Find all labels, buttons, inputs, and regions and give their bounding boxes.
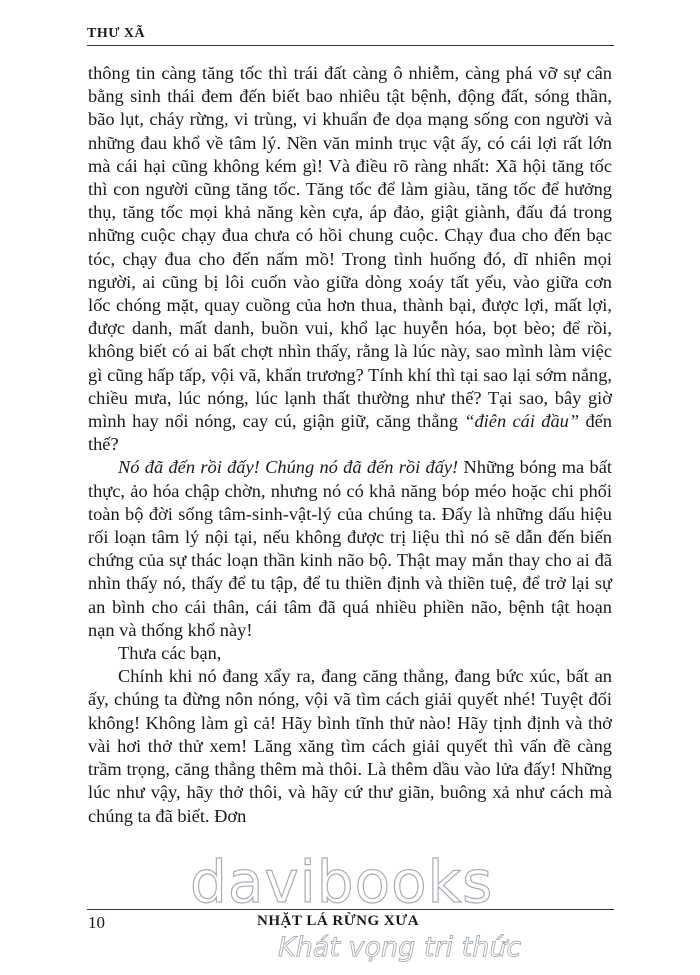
body-text (88, 62, 612, 828)
book-title: NHẶT LÁ RỪNG XƯA (257, 913, 420, 929)
running-header: THƯ XÃ (87, 26, 146, 41)
watermark-slogan: Khát vọng tri thức (278, 932, 522, 963)
text-segment: Thưa các bạn, (118, 643, 222, 664)
header-divider (87, 45, 614, 46)
page-number: 10 (88, 913, 105, 932)
text-segment: Những bóng ma bất thực, ảo hóa chập chờn, nhưng nó có khả năng bóp méo hoặc chi phối toàn bộ đời sống tâm-sinh-vật-lý của chúng ta. Đấy là những dấu hiệu rối loạn tâm lý nội tại, nếu không được trị liệu thì nó sẽ dẫn đến biến chứng của sự thác loạn thần kinh não bộ. Thật may mắn thay cho ai đã nhìn thấy nó, thấy để tu tập, để tu thiền định và thiền tuệ, để trở lại sự an bình cho cái thân, cái tâm đã quá nhiều phiền não, bệnh tật hoạn nạn và thống khổ này! (88, 457, 612, 640)
text-segment: đến thế? (88, 411, 613, 455)
italic-text-segment: “điên cái đầu” (464, 411, 580, 432)
paragraph (88, 642, 612, 665)
paragraph (88, 456, 612, 642)
watermark-brand: davibooks (190, 848, 494, 916)
italic-text-segment: Nó đã đến rồi đấy! Chúng nó đã đến rồi đấy! (118, 457, 459, 478)
text-segment: thông tin càng tăng tốc thì trái đất càng ô nhiễm, càng phá vỡ sự cân bằng sinh thái đem đến biết bao nhiêu tật bệnh, động đất, sóng thần, bão lụt, cháy rừng, vi trùng, vi khuẩn đe dọa mạng sống con người và những đau khổ về tâm lý. Nền văn minh trục vật ấy, có cái lợi rất lớn mà cái hại cũng không kém gì! Và điều rõ ràng nhất: Xã hội tăng tốc thì con người cũng tăng tốc. Tăng tốc để làm giàu, tăng tốc để hưởng thụ, tăng tốc mọi khả năng kèn cựa, áp đảo, giật giành, đấu đá trong những cuộc chạy đua chưa có hồi chung cuộc. Chạy đua cho đến bạc tóc, chạy đua cho đến nấm mồ! Trong tình huống đó, dĩ nhiên mọi người, ai cũng bị lôi cuốn vào giữa dòng xoáy tất yếu, vào giữa cơn lốc chóng mặt, quay cuồng của hơn thua, thành bại, được lợi, mất lợi, được danh, mất danh, buồn vui, khổ lạc huyễn hóa, bọt bèo; để rồi, không biết có ai bất chợt nhìn thấy, rằng là lúc này, sao mình làm việc gì cũng hấp tấp, vội vã, khẩn trương? Tính khí thì tại sao lại sớm nắng, chiều mưa, lúc nóng, lúc lạnh thất thường như thế? Tại sao, bây giờ mình hay nổi nóng, cay cú, giận giữ, căng thẳng (88, 63, 612, 432)
paragraph (88, 665, 612, 827)
text-segment: Chính khi nó đang xẩy ra, đang căng thẳng, đang bức xúc, bất an ấy, chúng ta đừng nôn nóng, vội vã tìm cách giải quyết nhé! Tuyệt đối không! Không làm gì cả! Hãy bình tĩnh thử nào! Hãy tịnh định và thở vài hơi thở thử xem! Lăng xăng tìm cách giải quyết thì vấn đề càng trầm trọng, căng thẳng thêm mà thôi. Là thêm dầu vào lửa đấy! Những lúc như vậy, hãy thở thôi, và hãy cứ thư giãn, buông xả như cách mà chúng ta đã biết. Đơn (88, 666, 612, 826)
paragraph (88, 62, 612, 456)
